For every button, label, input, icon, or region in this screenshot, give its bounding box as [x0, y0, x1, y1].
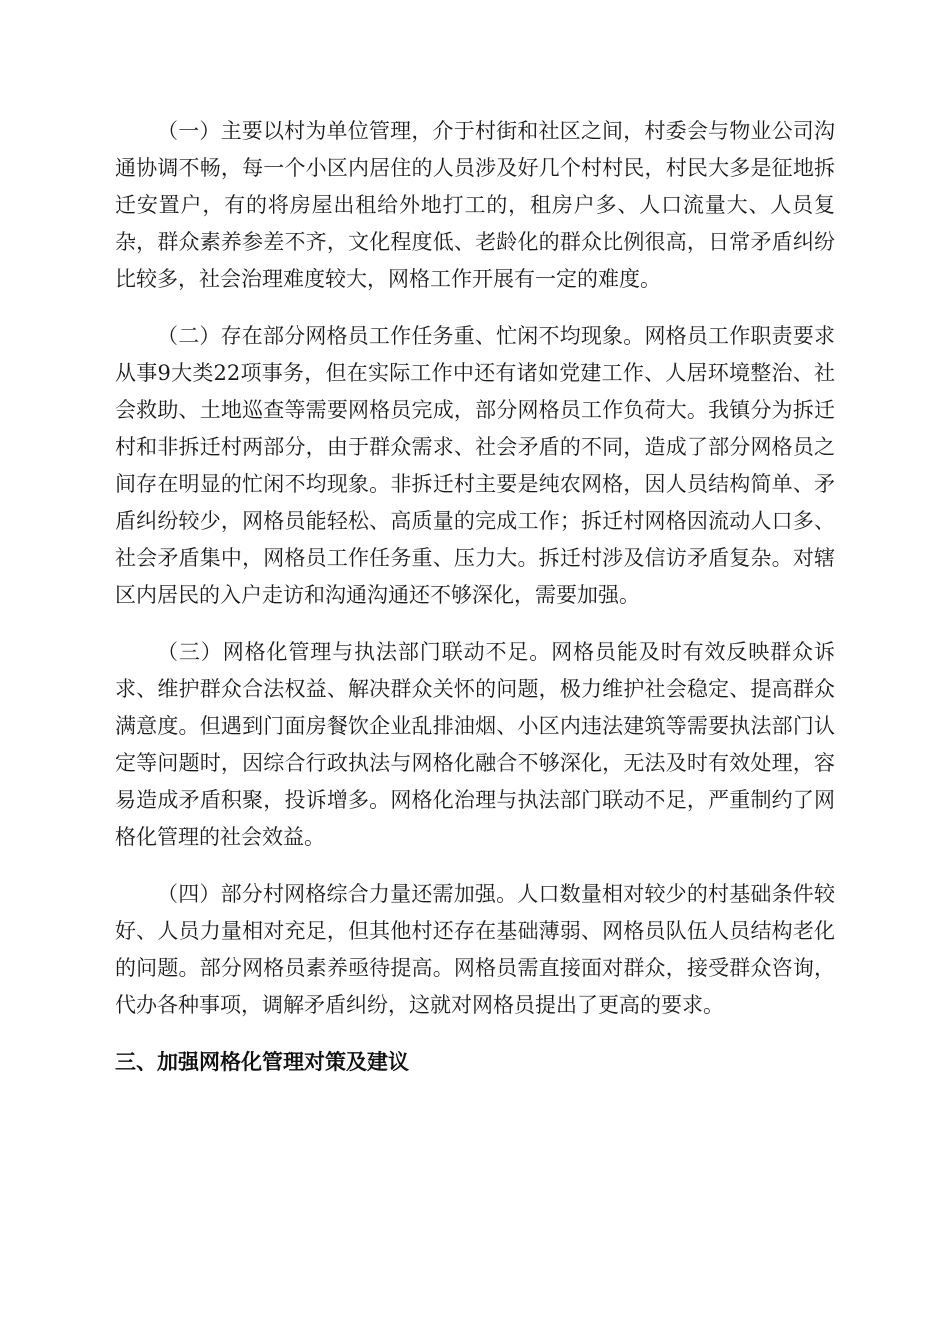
- paragraph-4: （四）部分村网格综合力量还需加强。人口数量相对较少的村基础条件较好、人员力量相对充足，但其他村还存在基础薄弱、网格员队伍人员结构老化的问题。部分网格员素养亟待提高。网格员需直接面对群众，接受群众咨询，代办各种事项，调解矛盾纠纷，这就对网格员提出了更高的要求。: [115, 882, 835, 1017]
- section-heading: 三、加强网格化管理对策及建议: [115, 1050, 409, 1074]
- paragraph-3: （三）网格化管理与执法部门联动不足。网格员能及时有效反映群众诉求、维护群众合法权益、解决群众关怀的问题，极力维护社会稳定、提高群众满意度。但遇到门面房餐饮企业乱排油烟、小区内违法建筑等需要执法部门认定等问题时，因综合行政执法与网格化融合不够深化，无法及时有效处理，容易造成矛盾积聚，投诉增多。网格化治理与执法部门联动不足，严重制约了网格化管理的社会效益。: [115, 640, 835, 849]
- document-body: [115, 113, 835, 1081]
- paragraph-2: （二）存在部分网格员工作任务重、忙闲不均现象。网格员工作职责要求从事9大类22项事务，但在实际工作中还有诸如党建工作、人居环境整治、社会救助、土地巡查等需要网格员完成，部分网格员工作负荷大。我镇分为拆迁村和非拆迁村两部分，由于群众需求、社会矛盾的不同，造成了部分网格员之间存在明显的忙闲不均现象。非拆迁村主要是纯农网格，因人员结构简单、矛盾纠纷较少，网格员能轻松、高质量的完成工作；拆迁村网格因流动人口多、社会矛盾集中，网格员工作任务重、压力大。拆迁村涉及信访矛盾复杂。对辖区内居民的入户走访和沟通沟通还不够深化，需要加强。: [115, 324, 835, 607]
- paragraph-1: （一）主要以村为单位管理，介于村街和社区之间，村委会与物业公司沟通协调不畅，每一个小区内居住的人员涉及好几个村村民，村民大多是征地拆迁安置户，有的将房屋出租给外地打工的，租房户多、人口流量大、人员复杂，群众素养参差不齐，文化程度低、老龄化的群众比例很高，日常矛盾纠纷比较多，社会治理难度较大，网格工作开展有一定的难度。: [115, 119, 835, 291]
